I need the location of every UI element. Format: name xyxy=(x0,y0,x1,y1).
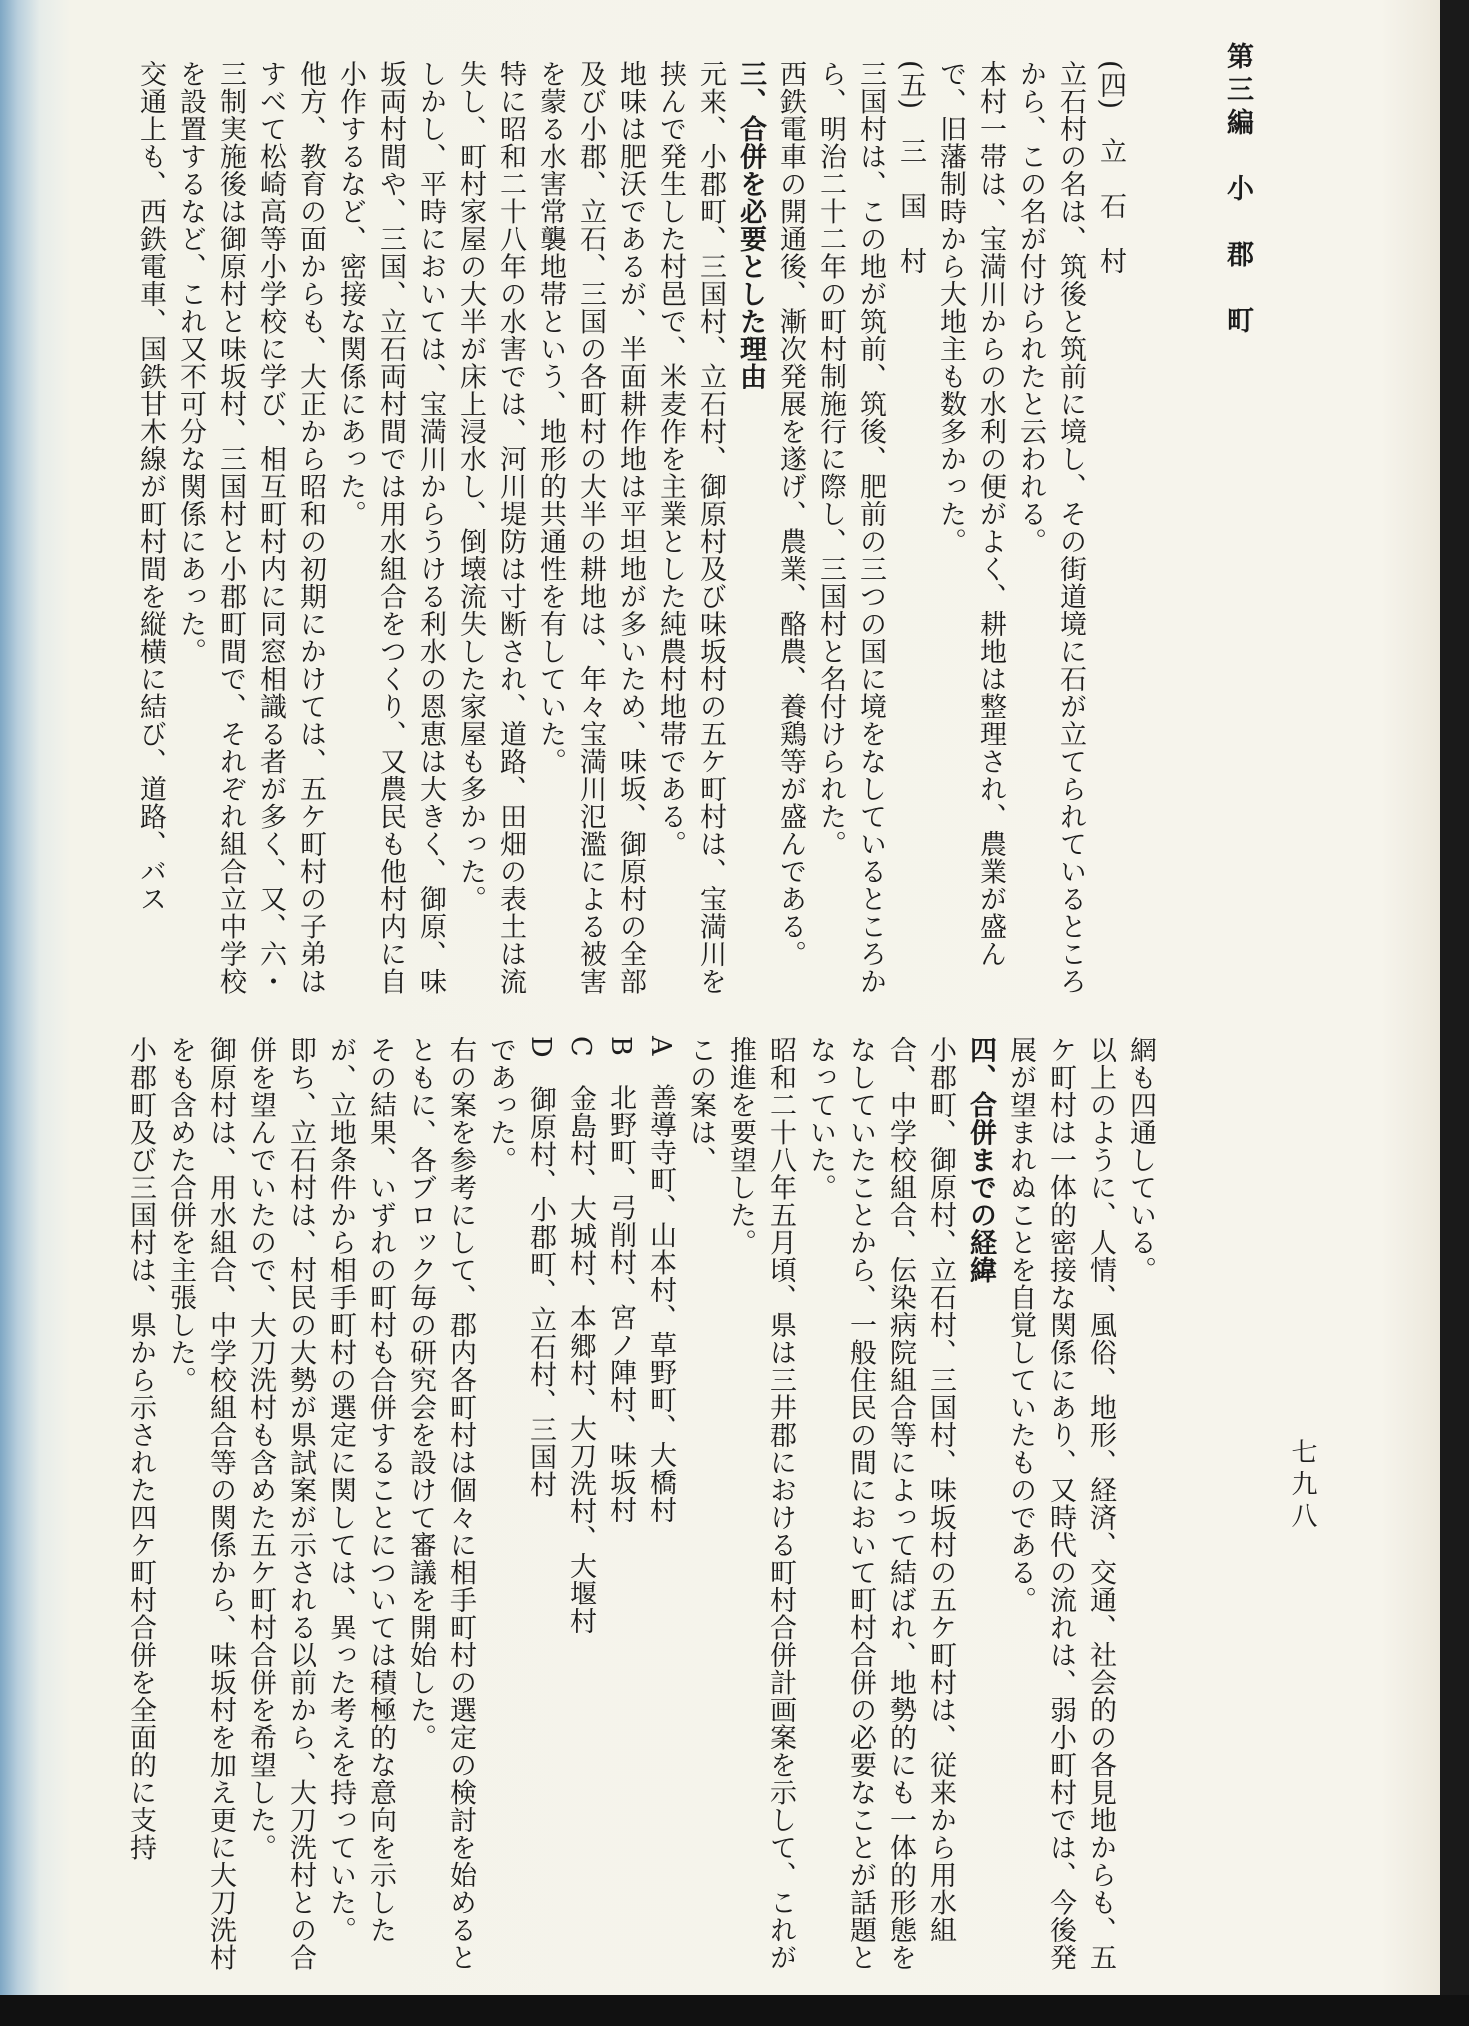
paragraph: この案は、 xyxy=(685,1036,716,1174)
paragraph: 昭和二十八年五月頃、県は三井郡における町村合併計画案を示して、これが推進を要望した。 xyxy=(725,1036,796,1971)
paragraph: 御原村は、用水組合、中学校組合等の関係から、味坂村を加え更に大刀洗村をも含めた合併を主張した。 xyxy=(165,1036,236,1971)
paragraph: 小郡町及び三国村は、県から示された四ケ町村合併を全面的に支持 xyxy=(125,1036,156,1861)
upper-text-block xyxy=(135,60,1210,1018)
plan-item-d: D 御原村、小郡町、立石村、三国村 xyxy=(525,1036,556,1499)
section-title-tateishi: (四) 立 石 村 xyxy=(1095,60,1126,275)
paragraph: 小郡町、御原村、立石村、三国村、味坂村の五ケ町村は、従来から用水組合、中学校組合、伝染病院組合等によって結ばれ、地勢的にも一体的形態をなしていたことから、一般住民の間において町村合併の必要なことが話題となっていた。 xyxy=(805,1036,956,1971)
paragraph: 網も四通している。 xyxy=(1125,1036,1156,1284)
paragraph: 元来、小郡町、三国村、立石村、御原村及び味坂村の五ケ町村は、宝満川を挟んで発生した村邑で、米麦作を主業とした純農村地帯である。 xyxy=(655,60,726,995)
plan-item-a: A 善導寺町、山本村、草野町、大橋村 xyxy=(645,1036,676,1524)
page-number: 七九八 xyxy=(1287,1438,1317,1534)
running-title: 第三編 小 郡 町 xyxy=(1222,42,1253,339)
paragraph: 地味は肥沃であるが、半面耕作地は平坦地が多いため、味坂、御原村の全部及び小郡、立石、三国の各町村の大半の耕地は、年々宝満川氾濫による被害を蒙る水害常襲地帯という、地形的共通性を有していた。 xyxy=(535,60,646,995)
paragraph: 立石村の名は、筑後と筑前に境し、その街道境に石が立てられているところから、この名が付けられたと云われる。 xyxy=(1015,60,1086,995)
section-heading-reasons: 三、合併を必要とした理由 xyxy=(735,60,766,390)
paragraph: 特に昭和二十八年の水害では、河川堤防は寸断され、道路、田畑の表土は流失し、町村家屋の大半が床上浸水し、倒壊流失した家屋も多かった。 xyxy=(455,60,526,995)
plan-item-b: B 北野町、弓削村、宮ノ陣村、味坂村 xyxy=(605,1036,636,1524)
paragraph: 右の案を参考にして、郡内各町村は個々に相手町村の選定の検討を始めるとともに、各ブロック毎の研究会を設けて審議を開始した。 xyxy=(405,1036,476,1971)
paragraph: であった。 xyxy=(485,1036,516,1174)
paragraph: 即ち、立石村は、村民の大勢が県試案が示される以前から、大刀洗村との合併を望んでいたので、大刀洗村も含めた五ケ町村合併を希望した。 xyxy=(245,1036,316,1971)
paragraph: その結果、いずれの町村も合併することについては積極的な意向を示したが、立地条件から相手町村の選定に関しては、異った考えを持っていた。 xyxy=(325,1036,396,1944)
section-title-mikuni: (五) 三 国 村 xyxy=(895,60,926,275)
paragraph: 他方、教育の面からも、大正から昭和の初期にかけては、五ケ町村の子弟はすべて松崎高等小学校に学び、相互町村内に同窓相識る者が多く、又、六・三制実施後は御原村と味坂村、三国村と小郡町間で、それぞれ組合立中学校を設置するなど、これ又不可分な関係にあった。 xyxy=(175,60,326,995)
paragraph: しかし、平時においては、宝満川からうける利水の恩恵は大きく、御原、味坂両村間や、三国、立石両村間では用水組合をつくり、又農民も他村内に自小作するなど、密接な関係にあった。 xyxy=(335,60,446,995)
paragraph: 以上のように、人情、風俗、地形、経済、交通、社会的の各見地からも、五ケ町村は一体的密接な関係にあり、又時代の流れは、弱小町村では、今後発展が望まれぬことを自覚していたものである。 xyxy=(1005,1036,1116,1971)
paragraph: 交通上も、西鉄電車、国鉄甘木線が町村間を縦横に結び、道路、バス xyxy=(135,60,166,913)
paragraph: 三国村は、この地が筑前、筑後、肥前の三つの国に境をなしているところから、明治二十二年の町村制施行に際し、三国村と名付けられた。 xyxy=(815,60,886,995)
plan-item-c: C 金島村、大城村、本郷村、大刀洗村、大堰村 xyxy=(565,1036,596,1635)
paragraph: 本村一帯は、宝満川からの水利の便がよく、耕地は整理され、農業が盛んで、旧藩制時から大地主も数多かった。 xyxy=(935,60,1006,968)
section-heading-history: 四、合併までの経緯 xyxy=(965,1036,996,1284)
scan-edge xyxy=(0,1995,1469,2026)
paragraph: 西鉄電車の開通後、漸次発展を遂げ、農業、酪農、養鶏等が盛んである。 xyxy=(775,60,806,968)
lower-text-block xyxy=(125,1036,1240,1994)
